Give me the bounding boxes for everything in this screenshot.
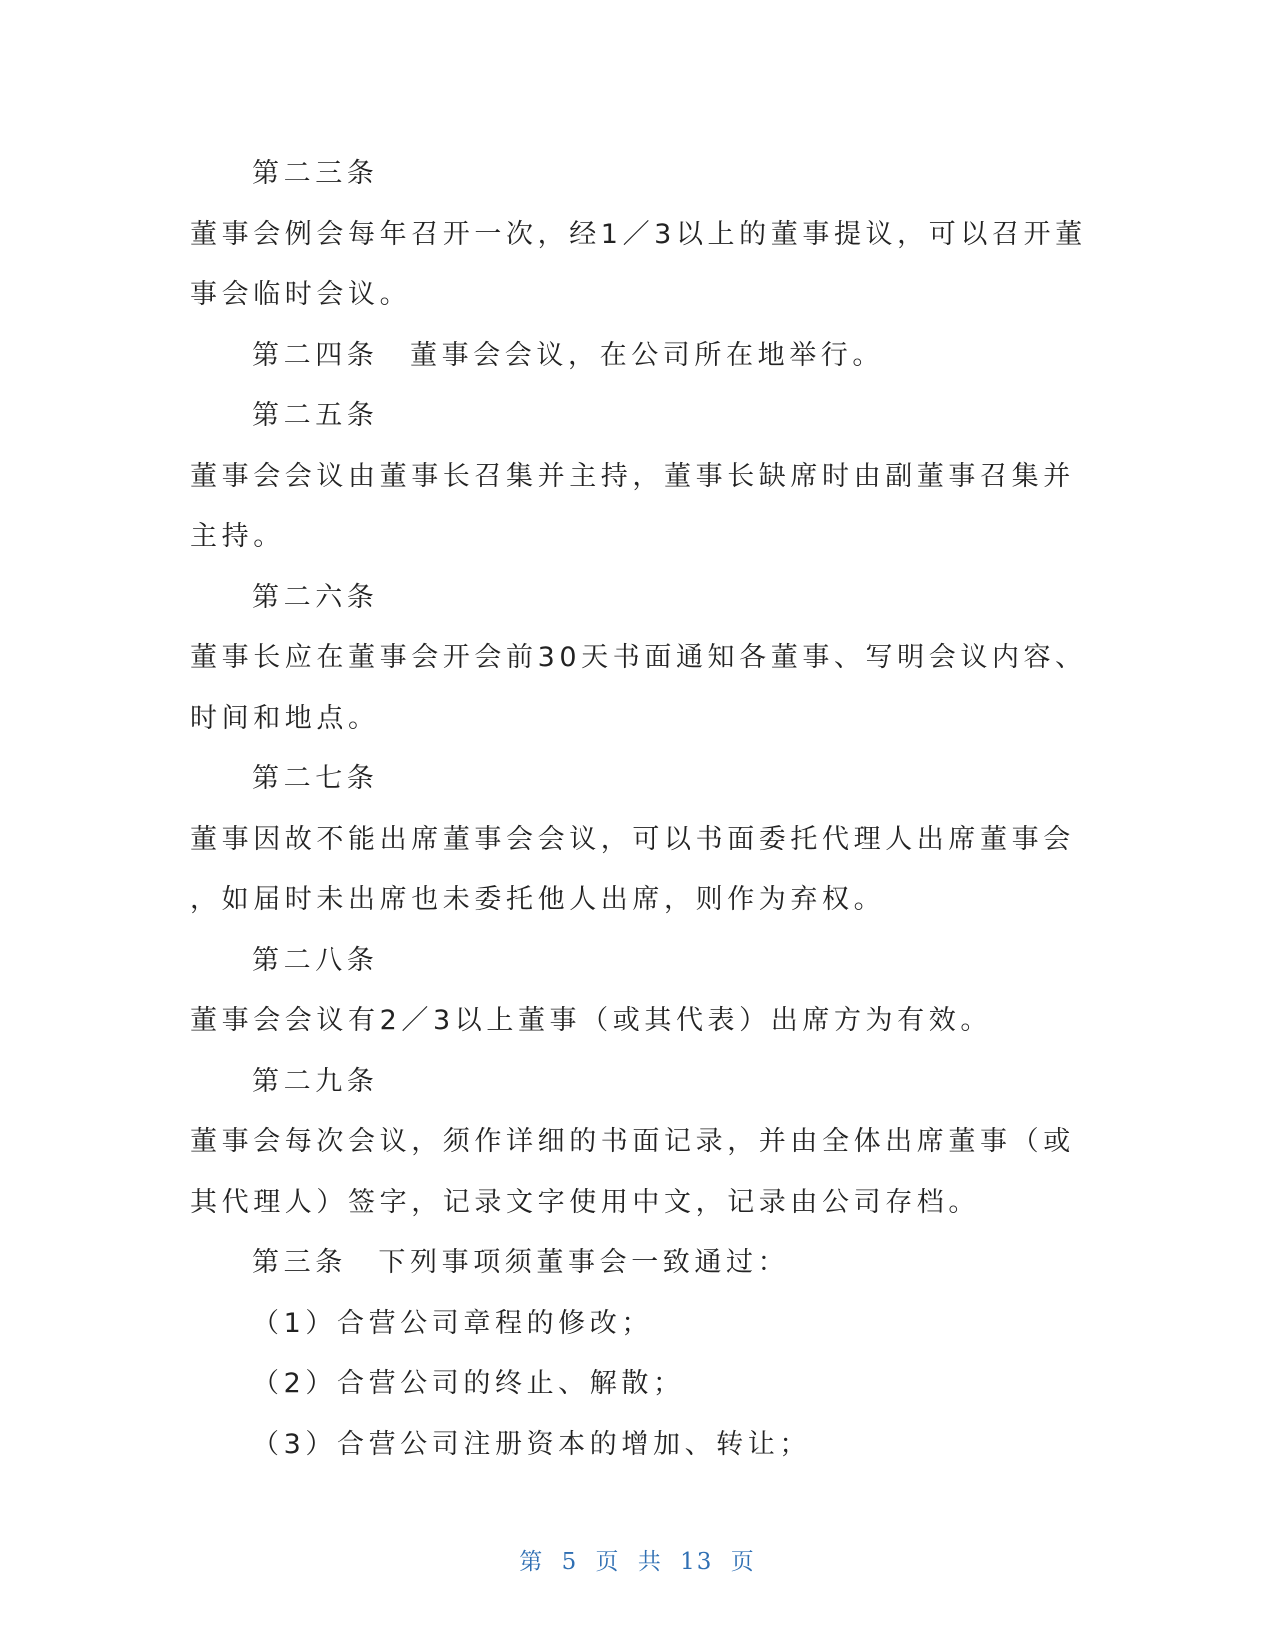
article-text: 董事因故不能出席董事会会议，可以书面委托代理人出席董事会: [190, 823, 1075, 855]
page-number-footer: 第 5 页 共 13 页: [519, 1549, 756, 1575]
article-heading: 第三条 下列事项须董事会一致通过：: [252, 1247, 790, 1278]
article-text: 董事会会议由董事长召集并主持，董事长缺席时由副董事召集并: [190, 460, 1075, 492]
list-item: （1）合营公司章程的修改；: [252, 1307, 653, 1339]
article-heading: 第二五条: [252, 400, 379, 431]
article-heading: 第二七条: [252, 763, 379, 794]
article-text: 其代理人）签字，记录文字使用中文，记录由公司存档。: [190, 1186, 980, 1218]
article-text: 董事会每次会议，须作详细的书面记录，并由全体出席董事（或: [190, 1126, 1075, 1157]
article-heading: 第二四条 董事会会议，在公司所在地举行。: [252, 339, 884, 371]
article-heading: 第二三条: [252, 158, 379, 189]
article-heading: 第二九条: [252, 1065, 379, 1097]
list-item: （2）合营公司的终止、解散；: [252, 1368, 685, 1399]
article-heading: 第二八条: [252, 944, 379, 976]
list-item: （3）合营公司注册资本的增加、转让；: [252, 1428, 811, 1460]
article-text: 董事会会议有2／3以上董事（或其代表）出席方为有效。: [190, 1005, 992, 1036]
article-text: 时间和地点。: [190, 702, 380, 734]
document-body: [190, 144, 1087, 1475]
article-text: 主持。: [190, 521, 285, 552]
article-text: 董事长应在董事会开会前30天书面通知各董事、写明会议内容、: [190, 642, 1087, 673]
article-text: 事会临时会议。: [190, 279, 412, 310]
article-text: ，如届时未出席也未委托他人出席，则作为弃权。: [190, 884, 886, 915]
article-text: 董事会例会每年召开一次，经1／3以上的董事提议，可以召开董: [190, 218, 1087, 250]
article-heading: 第二六条: [252, 581, 379, 613]
